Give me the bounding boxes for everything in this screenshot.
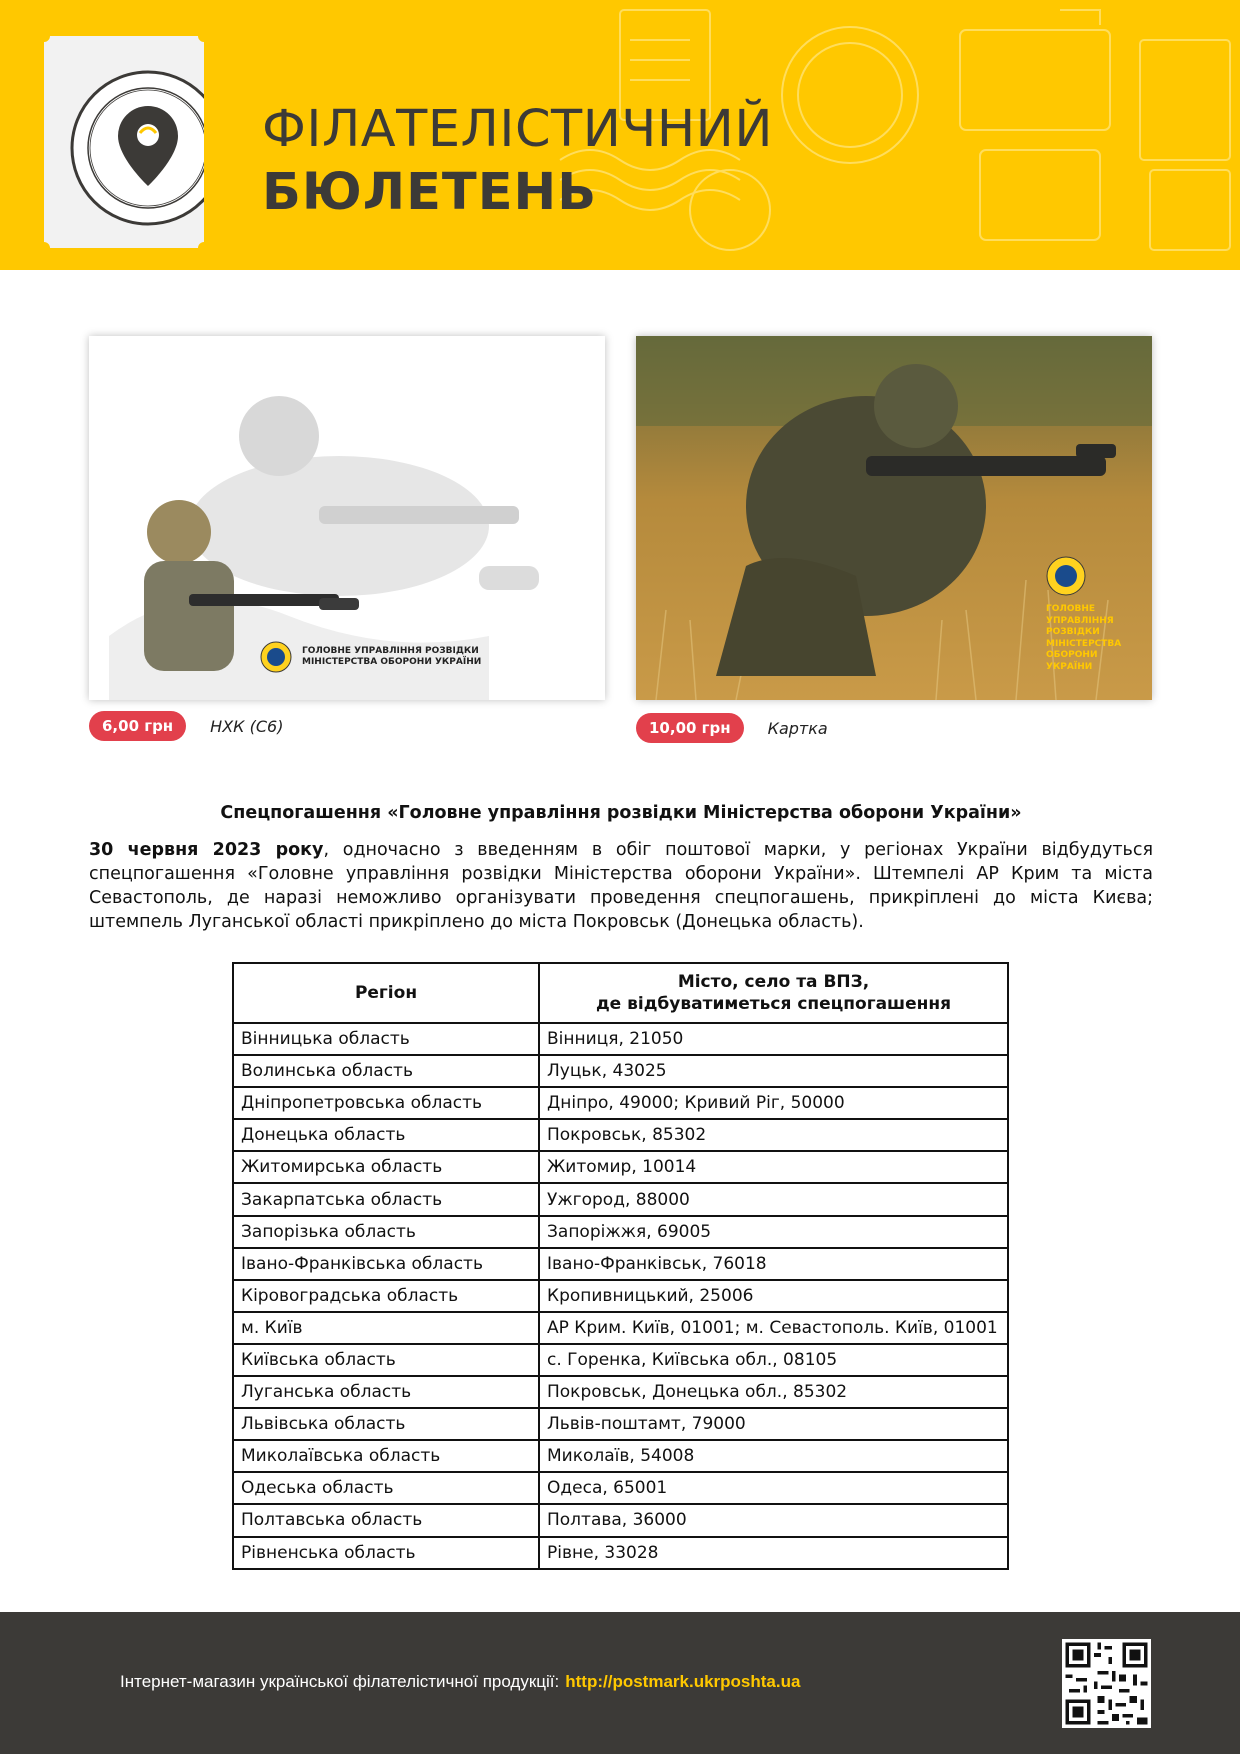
table-row <box>233 1472 1008 1504</box>
city-cell: Запоріжжя, 69005 <box>539 1216 1008 1248</box>
city-cell: Львів-поштамт, 79000 <box>539 1408 1008 1440</box>
table-row <box>233 1023 1008 1055</box>
qr-code-icon[interactable] <box>1062 1639 1151 1728</box>
city-cell: АР Крим. Київ, 01001; м. Севастополь. Київ, 01001 <box>539 1312 1008 1344</box>
region-cell: Волинська область <box>233 1055 539 1087</box>
card-caption-line: УПРАВЛІННЯ <box>1046 615 1114 626</box>
city-cell: Кропивницький, 25006 <box>539 1280 1008 1312</box>
envelope-caption <box>260 641 481 673</box>
card-caption-line: ГОЛОВНЕ <box>1046 604 1096 614</box>
column-header-city-line-2: де відбуватиметься спецпогашення <box>595 994 952 1014</box>
product-description: Картка <box>767 718 828 738</box>
card-caption-line: ОБОРОНИ <box>1046 650 1098 660</box>
region-cell: Рівненська область <box>233 1537 539 1569</box>
region-cell: Запорізька область <box>233 1216 539 1248</box>
region-cell: Миколаївська область <box>233 1440 539 1472</box>
envelope-caption-line-2: МІНІСТЕРСТВА ОБОРОНИ УКРАЇНИ <box>302 657 482 667</box>
table-row <box>233 1055 1008 1087</box>
region-cell: Кіровоградська область <box>233 1280 539 1312</box>
city-cell: с. Горенка, Київська обл., 08105 <box>539 1344 1008 1376</box>
card-caption-line: МІНІСТЕРСТВА <box>1046 638 1122 649</box>
table-row <box>233 1087 1008 1119</box>
city-cell: Миколаїв, 54008 <box>539 1440 1008 1472</box>
city-cell: Покровськ, Донецька обл., 85302 <box>539 1376 1008 1408</box>
city-cell: Одеса, 65001 <box>539 1472 1008 1504</box>
table-row <box>233 1151 1008 1183</box>
region-cell: Луганська область <box>233 1376 539 1408</box>
city-cell: Луцьк, 43025 <box>539 1055 1008 1087</box>
intro-paragraph <box>89 838 1153 934</box>
price-row-envelope <box>89 711 283 741</box>
shop-link[interactable]: http://postmark.ukrposhta.ua <box>565 1672 801 1691</box>
card-caption <box>1046 556 1121 673</box>
title-line-2: БЮЛЕТЕНЬ <box>262 163 598 222</box>
region-cell: Одеська область <box>233 1472 539 1504</box>
city-cell: Житомир, 10014 <box>539 1151 1008 1183</box>
region-cell: Полтавська область <box>233 1504 539 1536</box>
product-description: НХК (С6) <box>210 716 284 736</box>
header-banner <box>0 0 1240 270</box>
intelligence-emblem-icon <box>1046 556 1086 596</box>
footer <box>0 1612 1240 1754</box>
footer-label: Інтернет-магазин української філателістичної продукції: <box>120 1672 560 1691</box>
footer-text <box>120 1672 800 1692</box>
region-cell: Донецька область <box>233 1119 539 1151</box>
column-header-region: Регіон <box>233 963 539 1023</box>
region-cell: Закарпатська область <box>233 1183 539 1215</box>
region-cell: Київська область <box>233 1344 539 1376</box>
table-row <box>233 1344 1008 1376</box>
card-caption-line: УКРАЇНИ <box>1046 661 1093 672</box>
postmark-locations-table <box>232 962 1009 1570</box>
region-cell: Львівська область <box>233 1408 539 1440</box>
city-cell: Івано-Франківськ, 76018 <box>539 1248 1008 1280</box>
column-header-city-line-1: Місто, село та ВПЗ, <box>677 972 870 992</box>
price-row-card <box>636 713 828 743</box>
region-cell: м. Київ <box>233 1312 539 1344</box>
envelope-caption-line-1: ГОЛОВНЕ УПРАВЛІННЯ РОЗВІДКИ <box>302 646 479 656</box>
card-image <box>636 336 1152 700</box>
section-title: Спецпогашення «Головне управління розвідки Міністерства оборони України» <box>220 803 1022 823</box>
city-cell: Вінниця, 21050 <box>539 1023 1008 1055</box>
table-row <box>233 1216 1008 1248</box>
postage-stamps-logo <box>44 36 204 248</box>
title-line-1: ФІЛАТЕЛІСТИЧНИЙ <box>262 100 773 159</box>
city-cell: Полтава, 36000 <box>539 1504 1008 1536</box>
table-row <box>233 1440 1008 1472</box>
city-cell: Дніпро, 49000; Кривий Ріг, 50000 <box>539 1087 1008 1119</box>
table-row <box>233 1408 1008 1440</box>
table-row <box>233 1280 1008 1312</box>
region-cell: Житомирська область <box>233 1151 539 1183</box>
region-cell: Івано-Франківська область <box>233 1248 539 1280</box>
city-cell: Ужгород, 88000 <box>539 1183 1008 1215</box>
table-row <box>233 1248 1008 1280</box>
table-row <box>233 1312 1008 1344</box>
table-header-row <box>233 963 1008 1023</box>
city-cell: Рівне, 33028 <box>539 1537 1008 1569</box>
table-row <box>233 1537 1008 1569</box>
card-caption-line: РОЗВІДКИ <box>1046 627 1100 637</box>
table-row <box>233 1504 1008 1536</box>
price-badge: 10,00 грн <box>636 713 744 743</box>
price-badge: 6,00 грн <box>89 711 186 741</box>
paragraph-body: , одночасно з введенням в обіг поштової марки, у регіонах України відбудуться спецпогашення «Головне управління розвідки Міністерства оборони України». Штемпелі АР Крим та міста Севастополь, де наразі неможливо організувати проведення спецпогашень, прикріплені до міста Києва; штемпель Луганської області прикріплено до міста Покровськ (Донецька область). <box>89 840 1154 932</box>
table-row <box>233 1183 1008 1215</box>
region-cell: Дніпропетровська область <box>233 1087 539 1119</box>
table-row <box>233 1376 1008 1408</box>
intelligence-emblem-icon <box>260 641 292 673</box>
column-header-city <box>539 963 1008 1023</box>
table-row <box>233 1119 1008 1151</box>
paragraph-date: 30 червня 2023 року <box>89 840 324 860</box>
region-cell: Вінницька область <box>233 1023 539 1055</box>
city-cell: Покровськ, 85302 <box>539 1119 1008 1151</box>
